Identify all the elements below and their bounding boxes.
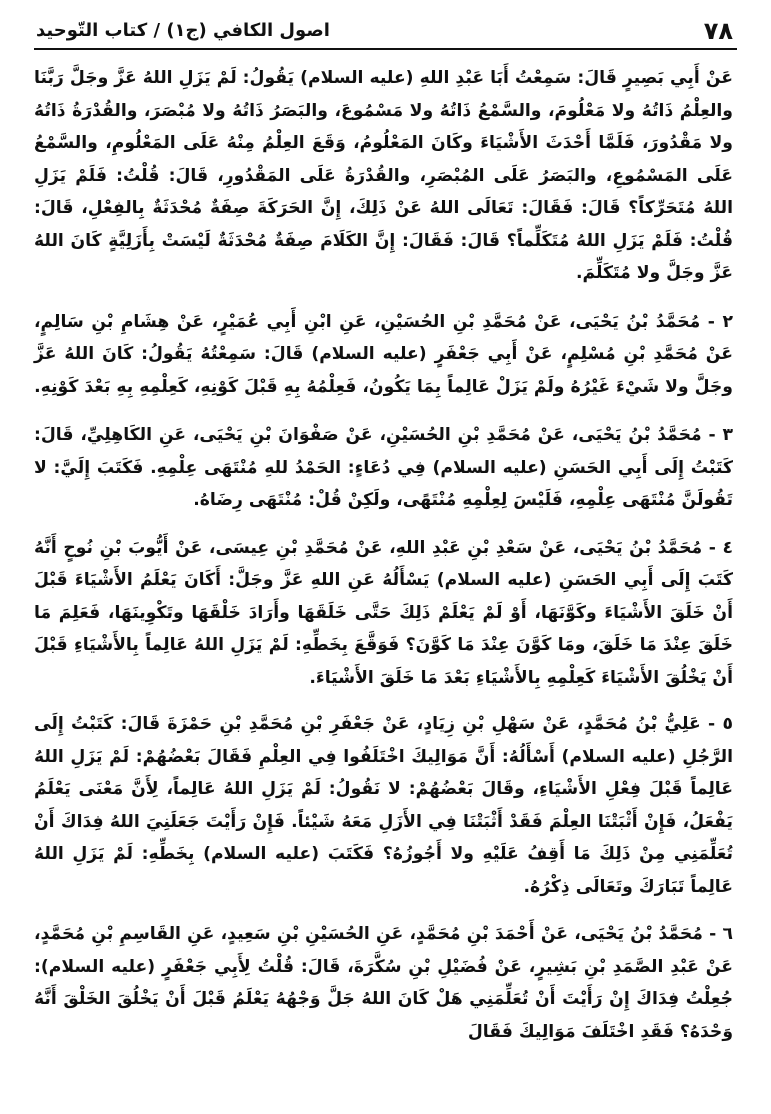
page-header [36,12,733,46]
paragraph-6: ٦ - مُحَمَّدُ بْنُ يَحْيَى، عَنْ أَحْمَدَ بْنِ مُحَمَّدٍ، عَنِ الحُسَيْنِ بْنِ سَعِيدٍ، عَنِ القَاسِمِ بْنِ مُحَمَّدٍ، عَنْ عَبْدِ الصَّمَدِ بْنِ بَشِيرٍ، عَنْ فُضَيْلِ بْنِ سُكَّرَةَ، قَالَ: قُلْتُ لِأَبِي جَعْفَرٍ (عليه السلام): جُعِلْتُ فِدَاكَ إِنْ رَأَيْتَ أَنْ تُعَلِّمَنِي هَلْ كَانَ اللهُ جَلَّ وَجْهُهُ يَعْلَمُ قَبْلَ أَنْ يَخْلُقَ الخَلْقَ أَنَّهُ وَحْدَهُ؟ فَقَدِ اخْتَلَفَ مَوَالِيكَ فَقَالَ [34,924,733,1042]
page-number: ٧٨ [703,17,733,45]
running-title: اصول الكافي (ج١) / كتاب التّوحيد [36,20,330,41]
paragraph-3: ٣ - مُحَمَّدُ بْنُ يَحْيَى، عَنْ مُحَمَّدِ بْنِ الحُسَيْنِ، عَنْ صَفْوَانَ بْنِ يَحْيَى، عَنِ الكَاهِلِيِّ، قَالَ: كَتَبْتُ إِلَى أَبِي الحَسَنِ (عليه السلام) فِي دُعَاءٍ: الحَمْدُ للهِ مُنْتَهَى عِلْمِهِ. فَكَتَبَ إِلَيَّ: لا تَقُولَنَّ مُنْتَهَى عِلْمِهِ، فَلَيْسَ لِعِلْمِهِ مُنْتَهًى، ولَكِنْ قُلْ: مُنْتَهَى رِضَاهُ. [34,425,733,510]
paragraph-2: ٢ - مُحَمَّدُ بْنُ يَحْيَى، عَنْ مُحَمَّدِ بْنِ الحُسَيْنِ، عَنِ ابْنِ أَبِي عُمَيْرٍ، عَنْ هِشَامِ بْنِ سَالِمٍ، عَنْ مُحَمَّدِ بْنِ مُسْلِمٍ، عَنْ أَبِي جَعْفَرٍ (عليه السلام) قَالَ: سَمِعْتُهُ يَقُولُ: كَانَ اللهُ عَزَّ وجَلَّ ولا شَيْءَ غَيْرُهُ ولَمْ يَزَلْ عَالِماً بِمَا يَكُونُ، فَعِلْمُهُ بِهِ قَبْلَ كَوْنِهِ، كَعِلْمِهِ بِهِ بَعْدَ كَوْنِهِ. [34,311,733,397]
header-divider [34,48,737,50]
page-body [34,62,733,1062]
paragraph-1: عَنْ أَبِي بَصِيرٍ قَالَ: سَمِعْتُ أَبَا عَبْدِ اللهِ (عليه السلام) يَقُولُ: لَمْ يَزَلِ اللهُ عَزَّ وجَلَّ رَبَّنَا والعِلْمُ ذَاتُهُ ولا مَعْلُومَ، والسَّمْعُ ذَاتُهُ ولا مَسْمُوعَ، والبَصَرُ ذَاتُهُ ولا مُبْصَرَ، والقُدْرَةُ ذَاتُهُ ولا مَقْدُورَ، فَلَمَّا أَحْدَثَ الأَشْيَاءَ وكَانَ المَعْلُومُ، وَقَعَ العِلْمُ مِنْهُ عَلَى المَعْلُومِ، والسَّمْعُ عَلَى المَسْمُوعِ، والبَصَرُ عَلَى المُبْصَرِ، والقُدْرَةُ عَلَى المَقْدُورِ، قَالَ: قُلْتُ: فَلَمْ يَزَلِ اللهُ مُتَحَرِّكاً؟ قَالَ: فَقَالَ: تَعَالَى اللهُ عَنْ ذَلِكَ، إِنَّ الحَرَكَةَ صِفَةٌ مُحْدَثَةٌ بِالفِعْلِ، قَالَ: قُلْتُ: فَلَمْ يَزَلِ اللهُ مُتَكَلِّماً؟ قَالَ: فَقَالَ: إِنَّ الكَلَامَ صِفَةٌ مُحْدَثَةٌ لَيْسَتْ بِأَزَلِيَّةٍ كَانَ اللهُ عَزَّ وجَلَّ ولا مُتَكَلِّمَ. [34,68,733,283]
paragraph-4: ٤ - مُحَمَّدُ بْنُ يَحْيَى، عَنْ سَعْدِ بْنِ عَبْدِ اللهِ، عَنْ مُحَمَّدِ بْنِ عِيسَى، عَنْ أَيُّوبَ بْنِ نُوحٍ أَنَّهُ كَتَبَ إِلَى أَبِي الحَسَنِ (عليه السلام) يَسْأَلُهُ عَنِ اللهِ عَزَّ وجَلَّ: أَكَانَ يَعْلَمُ الأَشْيَاءَ قَبْلَ أَنْ خَلَقَ الأَشْيَاءَ وكَوَّنَهَا، أَوْ لَمْ يَعْلَمْ ذَلِكَ حَتَّى خَلَقَهَا وأَرَادَ خَلْقَهَا وتَكْوِينَهَا، فَعَلِمَ مَا خَلَقَ عِنْدَ مَا خَلَقَ، ومَا كَوَّنَ عِنْدَ مَا كَوَّنَ؟ فَوَقَّعَ بِخَطِّهِ: لَمْ يَزَلِ اللهُ عَالِماً بِالأَشْيَاءِ قَبْلَ أَنْ يَخْلُقَ الأَشْيَاءَ كَعِلْمِهِ بِالأَشْيَاءِ بَعْدَ مَا خَلَقَ الأَشْيَاءَ. [34,537,733,688]
paragraph-5: ٥ - عَلِيُّ بْنُ مُحَمَّدٍ، عَنْ سَهْلِ بْنِ زِيَادٍ، عَنْ جَعْفَرِ بْنِ مُحَمَّدِ بْنِ حَمْزَةَ قَالَ: كَتَبْتُ إِلَى الرَّجُلِ (عليه السلام) أَسْأَلُهُ: أَنَّ مَوَالِيكَ اخْتَلَفُوا فِي العِلْمِ فَقَالَ بَعْضُهُمْ: لَمْ يَزَلِ اللهُ عَالِماً قَبْلَ فِعْلِ الأَشْيَاءِ، وقَالَ بَعْضُهُمْ: لا نَقُولُ: لَمْ يَزَلِ اللهُ عَالِماً، لِأَنَّ مَعْنَى يَعْلَمُ يَفْعَلُ، فَإِنْ أَثْبَتْنَا العِلْمَ فَقَدْ أَثْبَتْنَا فِي الأَزَلِ مَعَهُ شَيْئاً. فَإِنْ رَأَيْتَ جَعَلَنِيَ اللهُ فِدَاكَ أَنْ تُعَلِّمَنِي مِنْ ذَلِكَ مَا أَقِفُ عَلَيْهِ ولا أَجُوزُهُ؟ فَكَتَبَ (عليه السلام) بِخَطِّهِ: لَمْ يَزَلِ اللهُ عَالِماً تَبَارَكَ وتَعَالَى ذِكْرُهُ. [34,714,733,897]
